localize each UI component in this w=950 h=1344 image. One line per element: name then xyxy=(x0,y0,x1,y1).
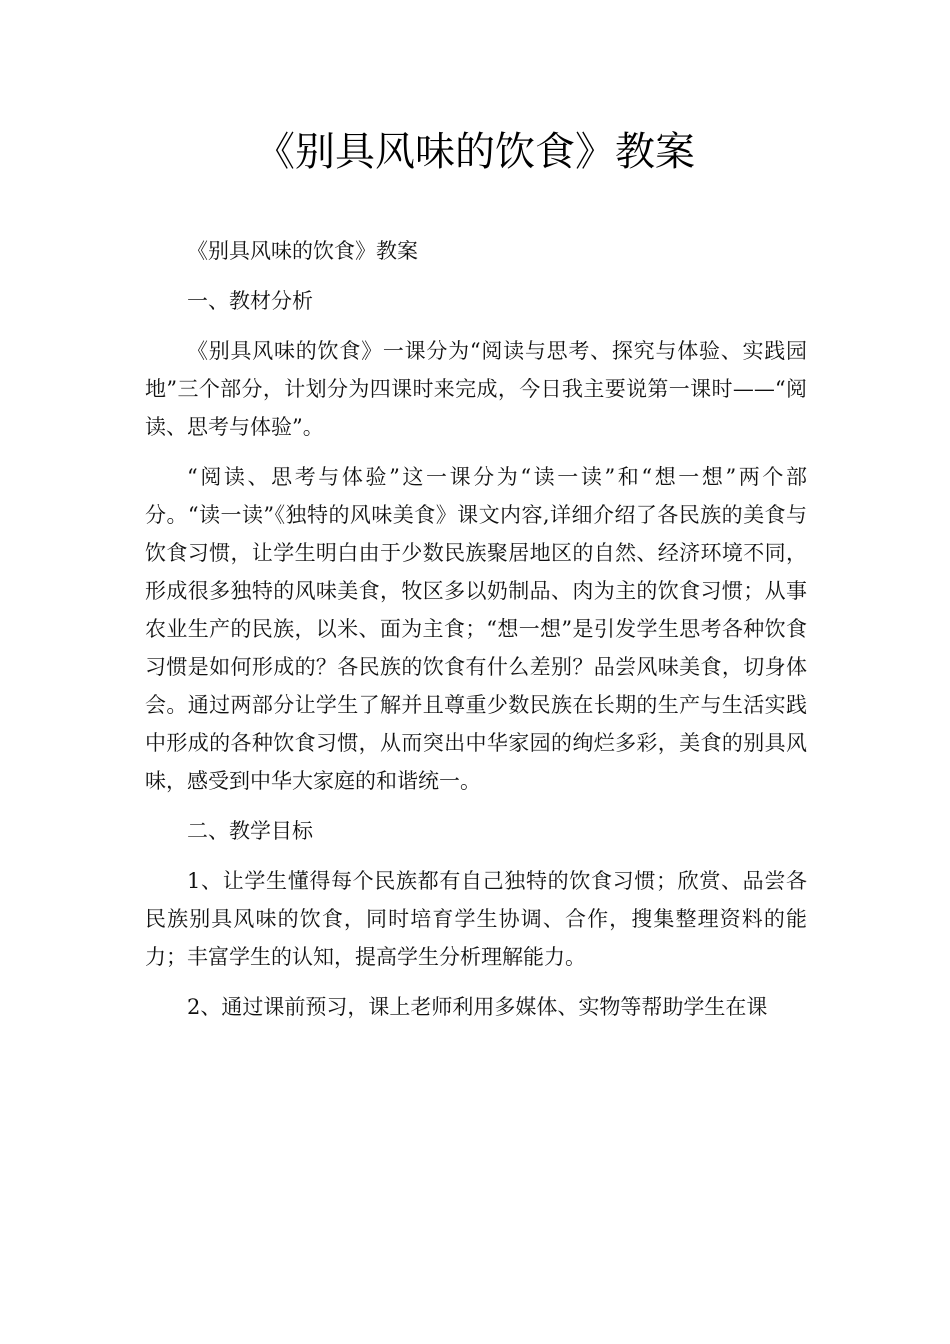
document-title: 《别具风味的饮食》教案 xyxy=(255,129,695,175)
paragraph-reading-thinking: “阅读、思考与体验”这一课分为“读一读”和“想一想”两个部分。“读一读”《独特的风味美食》课文内容,详细介绍了各民族的美食与饮食习惯，让学生明白由于少数民族聚居地区的自然、经济环境不同，形成很多独特的风味美食，牧区多以奶制品、肉为主的饮食习惯；从事农业生产的民族，以米、面为主食；“想一想”是引发学生思考各种饮食习惯是如何形成的？各民族的饮食有什么差别？品尝风味美食，切身体会。通过两部分让学生了解并且尊重少数民族在长期的生产与生活实践中形成的各种饮食习惯，从而突出中华家园的绚烂多彩，美食的别具风味，感受到中华大家庭的和谐统一。 xyxy=(145,465,807,793)
section-heading-teaching-goals: 二、教学目标 xyxy=(187,819,313,843)
paragraph-course-structure: 《别具风味的饮食》一课分为“阅读与思考、探究与体验、实践园地”三个部分，计划分为四课时来完成，今日我主要说第一课时——“阅读、思考与体验”。 xyxy=(145,339,807,439)
section-heading-material-analysis: 一、教材分析 xyxy=(187,289,313,313)
paragraph-subtitle: 《别具风味的饮食》教案 xyxy=(187,239,418,263)
document-body xyxy=(145,232,807,1038)
paragraph-goal-2: 2、通过课前预习，课上老师利用多媒体、实物等帮助学生在课 xyxy=(187,995,768,1019)
paragraph-goal-1: 1、让学生懂得每个民族都有自己独特的饮食习惯；欣赏、品尝各民族别具风味的饮食，同时培育学生协调、合作，搜集整理资料的能力；丰富学生的认知，提高学生分析理解能力。 xyxy=(145,869,807,969)
